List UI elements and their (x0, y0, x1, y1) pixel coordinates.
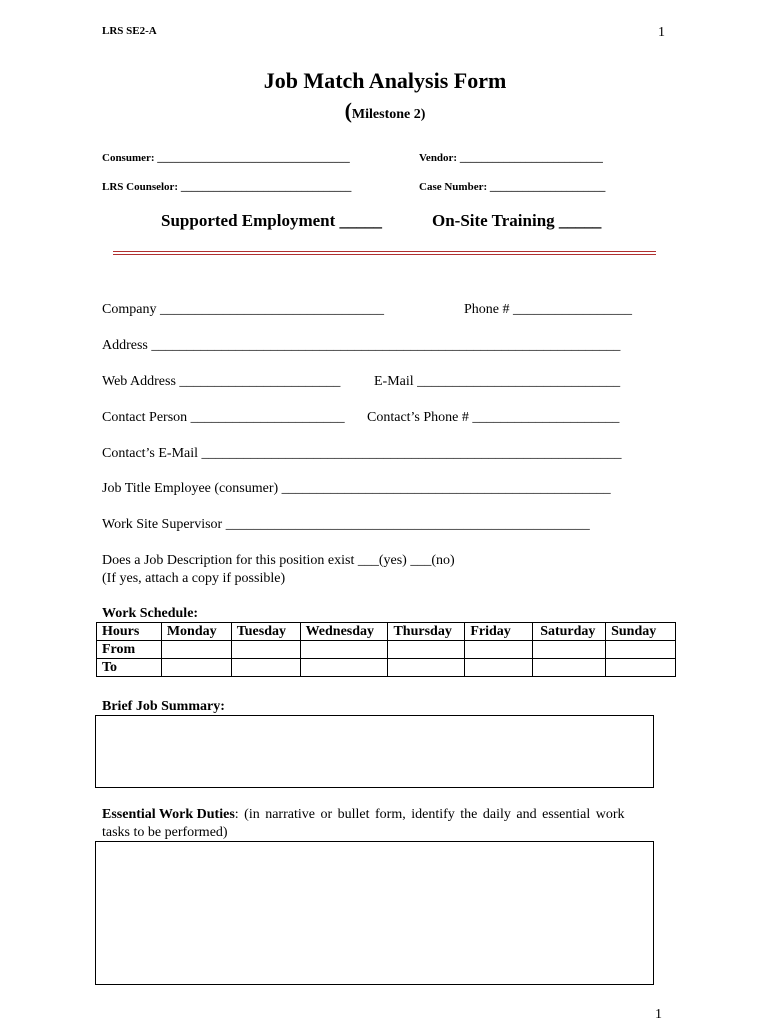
contact-person-field[interactable]: Contact Person ______________________ (102, 410, 345, 425)
col-hours: Hours (97, 623, 162, 641)
form-subtitle (0, 98, 770, 124)
col-saturday: Saturday (533, 623, 606, 641)
schedule-cell[interactable] (533, 641, 606, 659)
contacts-email-field[interactable]: Contact’s E-Mail ____________________________________________________________ (102, 446, 622, 461)
address-field[interactable]: Address ___________________________________________________________________ (102, 338, 621, 353)
essential-duties-box[interactable] (95, 841, 654, 985)
document-code: LRS SE2-A (102, 25, 157, 37)
schedule-cell[interactable] (300, 641, 388, 659)
counselor-field[interactable]: LRS Counselor: _______________________________ (102, 181, 352, 193)
section-divider-top (113, 251, 656, 252)
consumer-field[interactable]: Consumer: ___________________________________ (102, 152, 350, 164)
essential-duties-desc: : (in narrative or bullet form, identify the daily and essential work (234, 807, 625, 822)
job-title-field[interactable]: Job Title Employee (consumer) _______________________________________________ (102, 481, 611, 496)
contacts-phone-field[interactable]: Contact’s Phone # _____________________ (367, 410, 620, 425)
col-wednesday: Wednesday (300, 623, 388, 641)
schedule-cell[interactable] (465, 659, 533, 677)
page-number-bottom: 1 (655, 1007, 662, 1022)
essential-duties-label: Essential Work Duties (102, 807, 235, 822)
company-field[interactable]: Company ________________________________ (102, 302, 384, 317)
job-description-note: (If yes, attach a copy if possible) (102, 571, 286, 586)
schedule-cell[interactable] (533, 659, 606, 677)
schedule-row-from (97, 641, 676, 659)
form-title: Job Match Analysis Form (263, 68, 507, 93)
work-schedule-label: Work Schedule: (102, 606, 199, 621)
schedule-cell[interactable] (231, 641, 300, 659)
row-label-from: From (97, 641, 162, 659)
phone-field[interactable]: Phone # _________________ (464, 302, 632, 317)
supported-employment-option[interactable]: Supported Employment _____ (161, 211, 383, 230)
subtitle-milestone: Milestone 2) (351, 107, 426, 122)
schedule-cell[interactable] (388, 659, 465, 677)
essential-duties-desc-continued: tasks to be performed) (102, 825, 228, 840)
schedule-cell[interactable] (231, 659, 300, 677)
schedule-cell[interactable] (606, 641, 676, 659)
email-field[interactable]: E-Mail _____________________________ (374, 374, 621, 389)
schedule-row-to (97, 659, 676, 677)
schedule-cell[interactable] (161, 659, 231, 677)
vendor-field[interactable]: Vendor: __________________________ (419, 152, 603, 164)
brief-job-summary-box[interactable] (95, 715, 654, 788)
col-monday: Monday (161, 623, 231, 641)
brief-job-summary-label: Brief Job Summary: (102, 699, 225, 714)
section-divider-bottom (113, 254, 656, 255)
schedule-cell[interactable] (161, 641, 231, 659)
page-number-top: 1 (658, 25, 665, 40)
essential-duties-heading (102, 807, 625, 823)
schedule-cell[interactable] (388, 641, 465, 659)
schedule-cell[interactable] (465, 641, 533, 659)
schedule-cell[interactable] (606, 659, 676, 677)
col-thursday: Thursday (388, 623, 465, 641)
col-sunday: Sunday (606, 623, 676, 641)
col-friday: Friday (465, 623, 533, 641)
schedule-cell[interactable] (300, 659, 388, 677)
subtitle-paren: ( (344, 98, 352, 123)
work-site-supervisor-field[interactable]: Work Site Supervisor ____________________________________________________ (102, 517, 590, 532)
row-label-to: To (97, 659, 162, 677)
schedule-header-row (97, 623, 676, 641)
web-address-field[interactable]: Web Address _______________________ (102, 374, 341, 389)
col-tuesday: Tuesday (231, 623, 300, 641)
work-schedule-table (96, 622, 676, 677)
case-number-field[interactable]: Case Number: _____________________ (419, 181, 606, 193)
onsite-training-option[interactable]: On-Site Training _____ (432, 211, 602, 230)
job-description-question[interactable]: Does a Job Description for this position exist ___(yes) ___(no) (102, 553, 455, 568)
